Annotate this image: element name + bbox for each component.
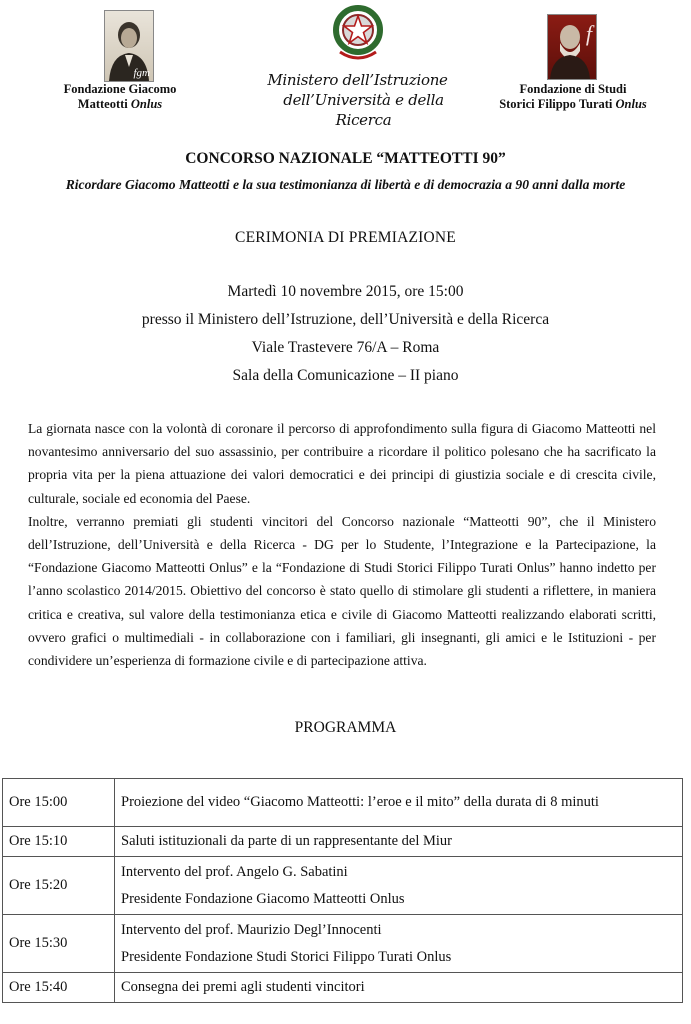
- event-venue: presso il Ministero dell’Istruzione, dell’Università e della Ricerca: [141, 311, 550, 328]
- ceremony-heading: CERIMONIA DI PREMIAZIONE: [235, 229, 456, 246]
- event-address: Viale Trastevere 76/A – Roma: [251, 339, 440, 356]
- program-description: Intervento del prof. Maurizio Degl’Innocenti Presidente Fondazione Studi Storici Filippo Turati Onlus: [115, 915, 683, 973]
- document-subtitle: Ricordare Giacomo Matteotti e la sua testimonianza di libertà e di democrazia a 90 anni dalla morte: [65, 177, 626, 192]
- right-org-name: Fondazione di Studi Storici Filippo Turati Onlus: [499, 82, 647, 111]
- program-table: [2, 778, 683, 1003]
- italian-republic-emblem-icon: [330, 2, 386, 68]
- program-description: Intervento del prof. Angelo G. Sabatini Presidente Fondazione Giacomo Matteotti Onlus: [115, 857, 683, 915]
- left-org-name: Fondazione Giacomo Matteotti Onlus: [63, 82, 177, 111]
- program-description: Saluti istituzionali da parte di un rappresentante del Miur: [115, 827, 683, 857]
- program-time: Ore 15:30: [3, 915, 115, 973]
- program-time: Ore 15:40: [3, 973, 115, 1003]
- ministry-logotype: Ministero dell’Istruzione dell’Università e della Ricerca: [267, 71, 448, 129]
- table-row: [3, 827, 683, 857]
- body-text: [28, 417, 656, 672]
- program-description: Consegna dei premi agli studenti vincitori: [115, 973, 683, 1003]
- program-description: Proiezione del video “Giacomo Matteotti: l’eroe e il mito” della durata di 8 minuti: [115, 779, 683, 827]
- turati-portrait-logo: [547, 14, 597, 80]
- paragraph: Inoltre, verranno premiati gli studenti vincitori del Concorso nazionale “Matteotti 90”, che il Ministero dell’Istruzione, dell’Università e della Ricerca - DG per lo Studente, l’Integrazione e la Partecipazione, la “Fondazione Giacomo Matteotti Onlus” e la “Fondazione di Studi Storici Filippo Turati Onlus” hanno indetto per l’anno scolastico 2014/2015. Obiettivo del concorso è stato quello di stimolare gli studenti a riflettere, in maniera critica e creativa, sul valore della testimonianza etica e civile di Giacomo Matteotti realizzando elaborati scritti, ovvero grafici o multimediali - in collaborazione con i familiari, gli insegnanti, gli amici e le Istituzioni - per condividere un’esperienza di formazione civile e di partecipazione attiva.: [28, 513, 656, 669]
- matteotti-portrait-logo: [104, 10, 154, 82]
- program-time: Ore 15:10: [3, 827, 115, 857]
- program-time: Ore 15:00: [3, 779, 115, 827]
- document-title: CONCORSO NAZIONALE “MATTEOTTI 90”: [185, 150, 506, 167]
- program-heading: PROGRAMMA: [294, 719, 397, 736]
- program-time: Ore 15:20: [3, 857, 115, 915]
- table-row: [3, 973, 683, 1003]
- table-row: [3, 857, 683, 915]
- paragraph: La giornata nasce con la volontà di coronare il percorso di approfondimento sulla figura di Giacomo Matteotti nel novantesimo anniversario del suo assassinio, per contribuire a ricordare il politico polesano che ha sacrificato la propria vita per la piena attuazione dei valori democratici e dei principi di giustizia sociale e di crescita civile, culturale, sociale ed economia del Paese.: [28, 421, 656, 506]
- event-date: Martedì 10 novembre 2015, ore 15:00: [227, 283, 464, 300]
- table-row: [3, 915, 683, 973]
- event-room: Sala della Comunicazione – II piano: [232, 367, 459, 384]
- fgm-monogram: fgm: [133, 67, 150, 79]
- f-monogram: f: [585, 21, 592, 46]
- table-row: [3, 779, 683, 827]
